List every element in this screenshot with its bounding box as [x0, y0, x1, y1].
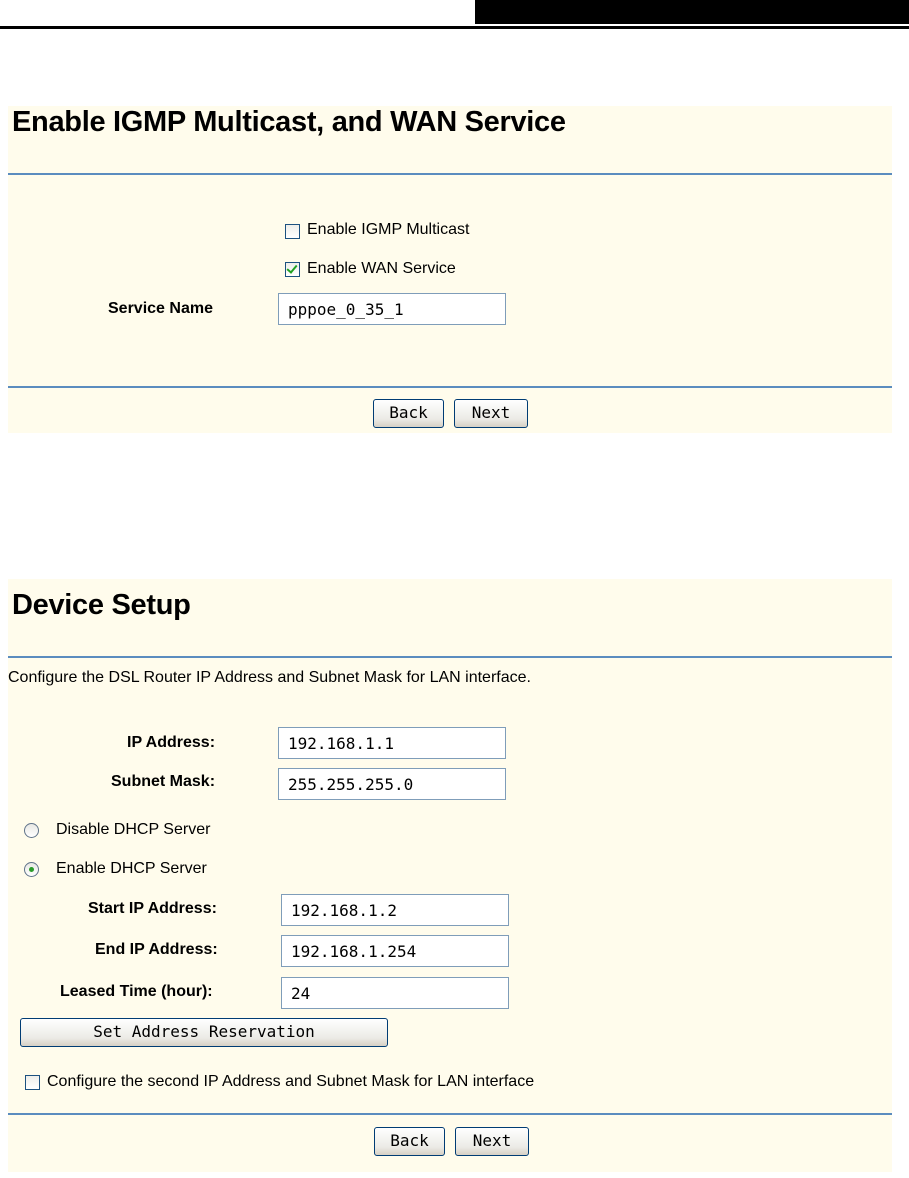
wan-service-label: Enable WAN Service: [307, 260, 456, 277]
check-icon: [286, 262, 297, 274]
device-setup-description: Configure the DSL Router IP Address and Subnet Mask for LAN interface.: [8, 669, 531, 686]
second-ip-label: Configure the second IP Address and Subnet Mask for LAN interface: [47, 1073, 535, 1090]
leased-time-input[interactable]: [281, 977, 509, 1009]
igmp-multicast-label: Enable IGMP Multicast: [307, 221, 470, 238]
document-header-rule: [0, 26, 909, 29]
end-ip-label: End IP Address:: [95, 941, 218, 958]
divider-top: [8, 173, 892, 175]
page-title: Device Setup: [12, 589, 191, 621]
igmp-wan-panel: [8, 106, 892, 433]
start-ip-input[interactable]: [281, 894, 509, 926]
next-button[interactable]: Next: [454, 399, 528, 428]
dhcp-disable-radio[interactable]: [24, 823, 39, 838]
document-header-bar: [475, 0, 909, 24]
service-name-input[interactable]: [278, 293, 506, 325]
back-button[interactable]: Back: [374, 1127, 445, 1156]
dhcp-enable-label: Enable DHCP Server: [56, 860, 207, 877]
start-ip-label: Start IP Address:: [88, 900, 217, 917]
leased-time-label: Leased Time (hour):: [60, 983, 213, 1000]
service-name-label: Service Name: [108, 300, 213, 317]
back-button[interactable]: Back: [373, 399, 444, 428]
dhcp-disable-label: Disable DHCP Server: [56, 821, 211, 838]
next-button[interactable]: Next: [455, 1127, 529, 1156]
divider-top: [8, 656, 892, 658]
page-title: Enable IGMP Multicast, and WAN Service: [12, 106, 566, 138]
end-ip-input[interactable]: [281, 935, 509, 967]
device-setup-panel: [8, 579, 892, 1172]
set-address-reservation-button[interactable]: Set Address Reservation: [20, 1018, 388, 1047]
igmp-multicast-checkbox[interactable]: [285, 224, 300, 239]
radio-selected-dot: [29, 867, 34, 872]
dhcp-enable-radio[interactable]: [24, 862, 39, 877]
subnet-mask-input[interactable]: [278, 768, 506, 800]
ip-address-label: IP Address:: [127, 734, 216, 751]
wan-service-checkbox[interactable]: [285, 262, 300, 277]
subnet-mask-label: Subnet Mask:: [111, 773, 216, 790]
ip-address-input[interactable]: [278, 727, 506, 759]
divider-bottom: [8, 1113, 892, 1115]
divider-bottom: [8, 386, 892, 388]
second-ip-checkbox[interactable]: [25, 1075, 40, 1090]
